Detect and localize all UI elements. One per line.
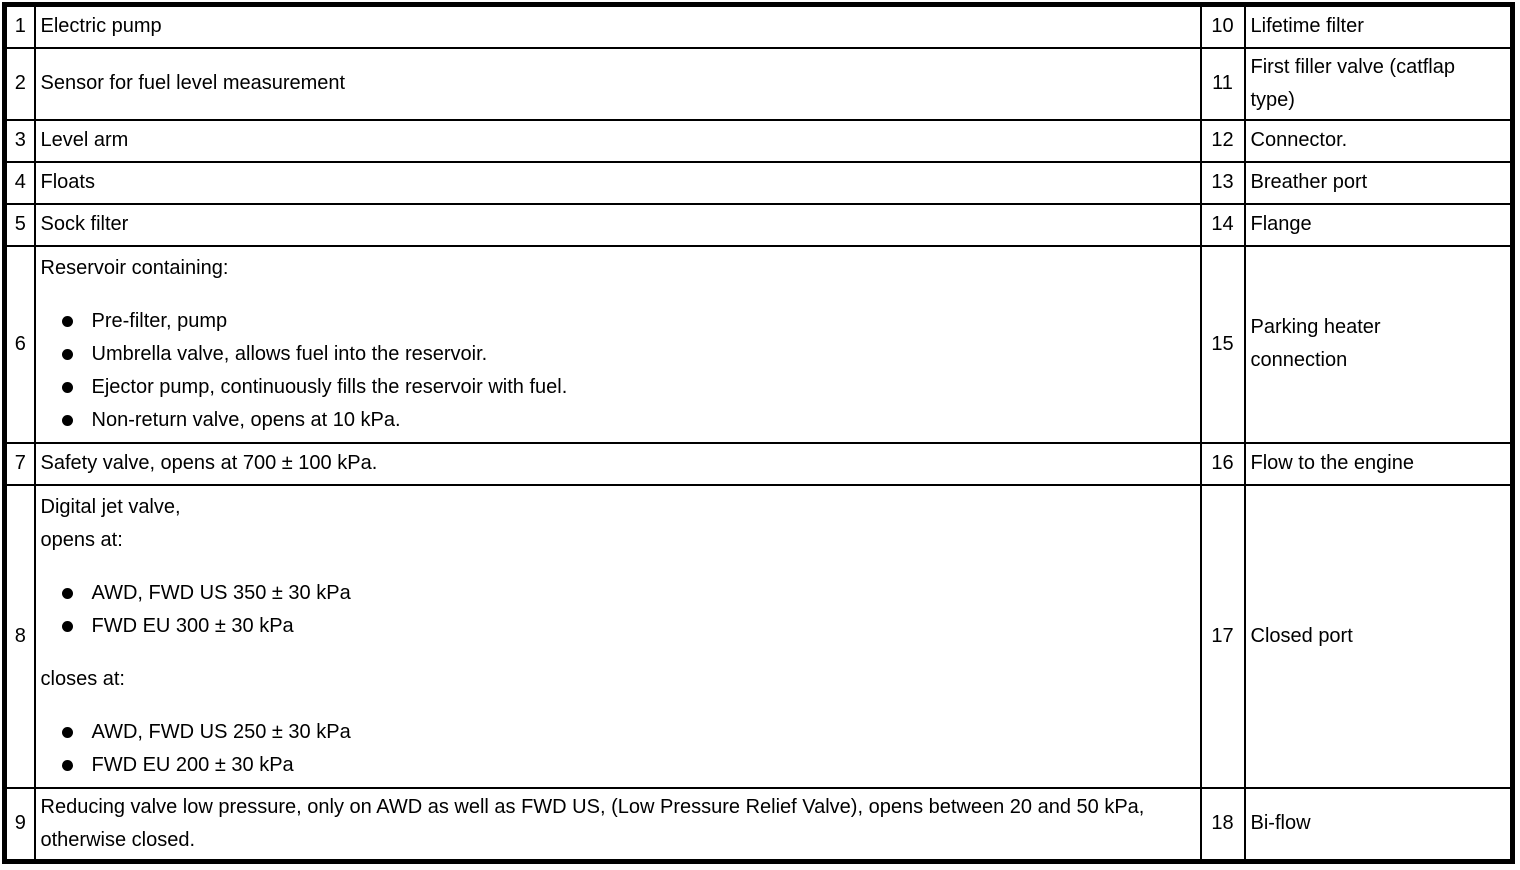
right-description-cell [1245, 485, 1513, 788]
left-description-cell [35, 204, 1201, 246]
right-number-cell: 13 [1201, 162, 1245, 204]
table-row [5, 120, 1513, 162]
text-line: Safety valve, opens at 700 ± 100 kPa. [40, 452, 378, 474]
bullet-item: AWD, FWD US 350 ± 30 kPa [92, 577, 1195, 610]
left-number-cell: 7 [5, 443, 35, 485]
text-line: Flange [1250, 213, 1312, 235]
bullet-item: Pre-filter, pump [92, 305, 1195, 338]
left-description-cell [35, 5, 1201, 48]
text-block [41, 447, 1195, 480]
text-line: Digital jet valve, [40, 495, 181, 518]
text-block [1251, 51, 1463, 117]
text-line: Reservoir containing: [40, 256, 229, 279]
text-line: Electric pump [40, 15, 162, 38]
bullet-item: Non-return valve, opens at 10 kPa. [92, 404, 1195, 437]
right-description-cell [1245, 246, 1513, 443]
text-block [1251, 124, 1463, 157]
text-block [41, 208, 1195, 241]
text-line: Level arm [40, 129, 129, 151]
table-row [5, 443, 1513, 485]
text-line: Floats [40, 171, 95, 193]
text-line: Sensor for fuel level measurement [40, 72, 346, 94]
text-line: opens at: [40, 528, 123, 551]
table-row [5, 48, 1513, 120]
left-number-cell: 5 [5, 204, 35, 246]
left-description-cell [35, 48, 1201, 120]
left-description-cell [35, 443, 1201, 485]
right-number-cell: 17 [1201, 485, 1245, 788]
right-number-cell: 18 [1201, 788, 1245, 862]
right-number-cell: 14 [1201, 204, 1245, 246]
bullet-item: Ejector pump, continuously fills the reservoir with fuel. [92, 371, 1195, 404]
text-block [41, 166, 1195, 199]
text-line: Flow to the engine [1250, 452, 1414, 474]
text-line: Lifetime filter [1250, 15, 1364, 38]
right-number-cell: 12 [1201, 120, 1245, 162]
text-block [41, 10, 1195, 43]
left-description-cell [35, 120, 1201, 162]
text-line: Parking heater connection [1250, 316, 1381, 371]
text-block [41, 252, 1195, 285]
right-number-cell: 11 [1201, 48, 1245, 120]
right-description-cell [1245, 120, 1513, 162]
table-row [5, 788, 1513, 862]
text-line: First filler valve (catflap type) [1250, 55, 1455, 111]
bullet-list [41, 716, 1195, 782]
left-description-cell [35, 162, 1201, 204]
text-block [1251, 311, 1463, 377]
bullet-item: FWD EU 200 ± 30 kPa [92, 749, 1195, 782]
text-block [1251, 208, 1463, 241]
left-number-cell: 1 [5, 5, 35, 48]
left-number-cell: 2 [5, 48, 35, 120]
right-description-cell [1245, 48, 1513, 120]
text-line: Bi-flow [1250, 812, 1311, 834]
text-block [1251, 447, 1463, 480]
right-number-cell: 10 [1201, 5, 1245, 48]
text-block [41, 124, 1195, 157]
left-number-cell: 9 [5, 788, 35, 862]
right-description-cell [1245, 204, 1513, 246]
left-number-cell: 8 [5, 485, 35, 788]
text-line: Sock filter [40, 213, 129, 235]
table-row [5, 162, 1513, 204]
text-line: Breather port [1250, 171, 1368, 193]
text-block [41, 67, 1195, 100]
bullet-item: FWD EU 300 ± 30 kPa [92, 610, 1195, 643]
left-description-cell [35, 246, 1201, 443]
text-block [1251, 10, 1463, 43]
left-number-cell: 3 [5, 120, 35, 162]
bullet-item: AWD, FWD US 250 ± 30 kPa [92, 716, 1195, 749]
right-description-cell [1245, 443, 1513, 485]
left-number-cell: 6 [5, 246, 35, 443]
text-line: closes at: [40, 667, 125, 690]
left-description-cell [35, 788, 1201, 862]
parts-table-body [5, 5, 1513, 862]
right-description-cell [1245, 788, 1513, 862]
left-number-cell: 4 [5, 162, 35, 204]
right-number-cell: 16 [1201, 443, 1245, 485]
table-row [5, 485, 1513, 788]
bullet-item: Umbrella valve, allows fuel into the reservoir. [92, 338, 1195, 371]
right-description-cell [1245, 162, 1513, 204]
text-block [41, 791, 1195, 857]
bullet-list [41, 305, 1195, 437]
text-line: Connector. [1250, 129, 1348, 151]
left-description-cell [35, 485, 1201, 788]
text-line: Closed port [1250, 624, 1353, 647]
table-row [5, 5, 1513, 48]
text-block [41, 663, 1195, 696]
text-block [1251, 166, 1463, 199]
bullet-list [41, 577, 1195, 643]
right-description-cell [1245, 5, 1513, 48]
parts-legend-table [2, 2, 1515, 864]
table-row [5, 204, 1513, 246]
right-number-cell: 15 [1201, 246, 1245, 443]
text-block [1251, 620, 1463, 653]
text-block [1251, 807, 1463, 840]
text-line: Reducing valve low pressure, only on AWD as well as FWD US, (Low Pressure Relief Valve), opens between 20 and 50 kPa, otherwise closed. [40, 795, 1145, 851]
text-block [41, 491, 1195, 557]
table-row [5, 246, 1513, 443]
